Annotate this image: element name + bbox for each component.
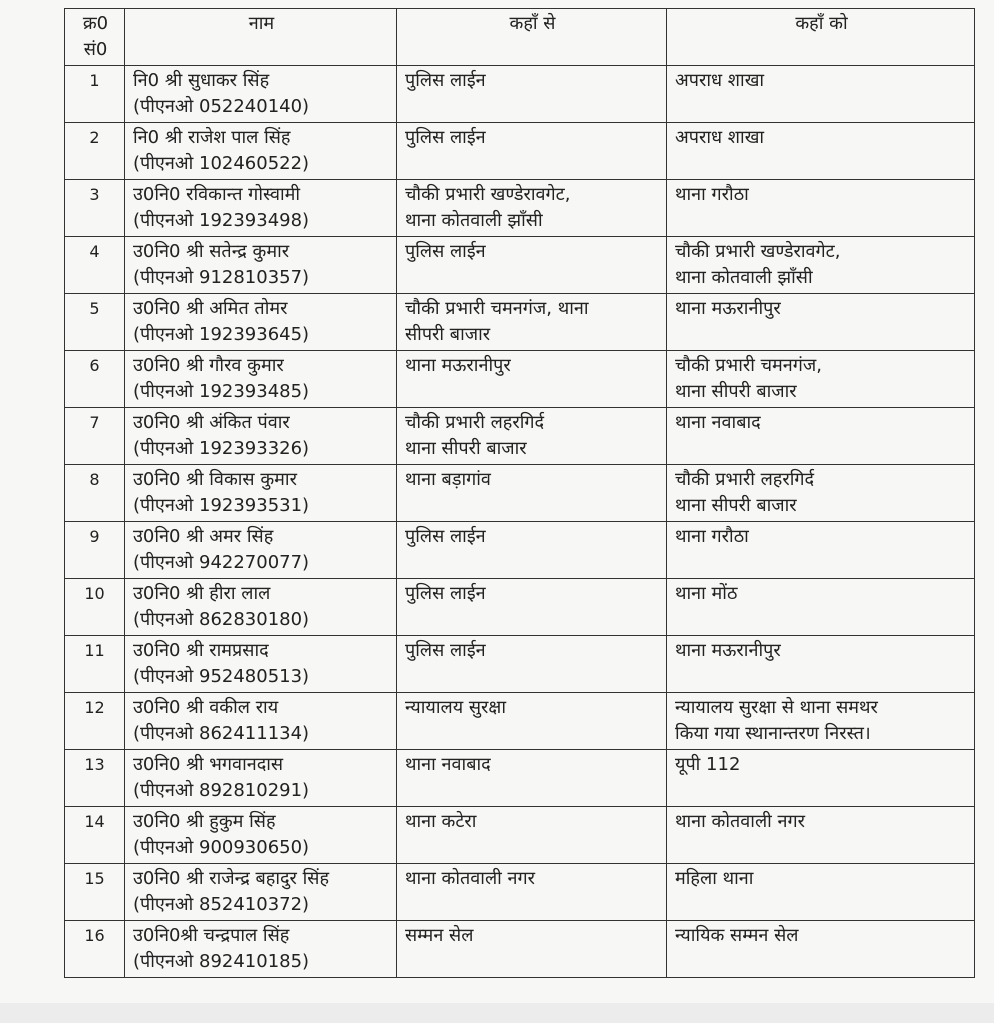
serial-number-cell: 8	[65, 465, 125, 522]
transfer-to-line: चौकी प्रभारी खण्डेरावगेट,	[675, 241, 841, 262]
officer-name-cell	[125, 750, 397, 807]
transfer-from-line: थाना मऊरानीपुर	[405, 355, 511, 376]
serial-number-cell: 11	[65, 636, 125, 693]
officer-name: उ0नि0 श्री सतेन्द्र कुमार	[133, 241, 290, 262]
transfer-to-line: थाना कोतवाली नगर	[675, 811, 806, 832]
transfer-from-line: सम्मन सेल	[405, 925, 474, 946]
serial-number-cell: 9	[65, 522, 125, 579]
transfer-to-cell	[667, 522, 975, 579]
transfer-table	[64, 8, 975, 978]
serial-number-cell: 3	[65, 180, 125, 237]
transfer-from-cell	[397, 921, 667, 978]
transfer-from-line: थाना बड़ागांव	[405, 469, 491, 490]
transfer-to-line: थाना सीपरी बाजार	[675, 495, 797, 516]
transfer-from-cell	[397, 123, 667, 180]
officer-pno: (पीएनओ 892810291)	[133, 780, 310, 801]
officer-pno: (पीएनओ 052240140)	[133, 96, 310, 117]
transfer-to-line: चौकी प्रभारी लहरगिर्द	[675, 469, 815, 490]
transfer-from-line: थाना कटेरा	[405, 811, 477, 832]
officer-name: उ0नि0 श्री वकील राय	[133, 697, 279, 718]
officer-name-cell	[125, 66, 397, 123]
officer-name-cell	[125, 864, 397, 921]
officer-name: उ0नि0श्री चन्द्रपाल सिंह	[133, 925, 290, 946]
officer-name: उ0नि0 रविकान्त गोस्वामी	[133, 184, 301, 205]
transfer-from-line: चौकी प्रभारी खण्डेरावगेट,	[405, 184, 571, 205]
serial-number-cell: 6	[65, 351, 125, 408]
officer-pno: (पीएनओ 192393498)	[133, 210, 310, 231]
transfer-to-cell	[667, 579, 975, 636]
officer-name: नि0 श्री राजेश पाल सिंह	[133, 127, 291, 148]
transfer-from-line: थाना नवाबाद	[405, 754, 491, 775]
officer-name: उ0नि0 श्री विकास कुमार	[133, 469, 297, 490]
officer-name: नि0 श्री सुधाकर सिंह	[133, 70, 270, 91]
officer-name-cell	[125, 123, 397, 180]
transfer-from-cell	[397, 750, 667, 807]
transfer-from-line: पुलिस लाईन	[405, 526, 486, 547]
transfer-to-line: यूपी 112	[675, 754, 741, 775]
officer-pno: (पीएनओ 862411134)	[133, 723, 310, 744]
table-row	[65, 351, 975, 408]
table-row	[65, 294, 975, 351]
transfer-from-cell	[397, 522, 667, 579]
transfer-to-line: किया गया स्थानान्तरण निरस्त।	[675, 723, 871, 744]
serial-number-cell: 12	[65, 693, 125, 750]
serial-number-cell: 14	[65, 807, 125, 864]
transfer-from-line: थाना कोतवाली नगर	[405, 868, 536, 889]
officer-pno: (पीएनओ 952480513)	[133, 666, 310, 687]
transfer-from-cell	[397, 636, 667, 693]
transfer-from-line: चौकी प्रभारी लहरगिर्द	[405, 412, 545, 433]
officer-pno: (पीएनओ 192393531)	[133, 495, 310, 516]
transfer-from-cell	[397, 180, 667, 237]
officer-name-cell	[125, 237, 397, 294]
transfer-from-line: पुलिस लाईन	[405, 70, 486, 91]
table-row	[65, 864, 975, 921]
officer-name: उ0नि0 श्री अमित तोमर	[133, 298, 288, 319]
page-margin-strip	[0, 1003, 994, 1023]
transfer-from-line: पुलिस लाईन	[405, 583, 486, 604]
officer-pno: (पीएनओ 862830180)	[133, 609, 310, 630]
transfer-to-line: थाना मोंठ	[675, 583, 738, 604]
officer-name-cell	[125, 351, 397, 408]
serial-number-cell: 4	[65, 237, 125, 294]
transfer-to-cell	[667, 294, 975, 351]
transfer-to-cell	[667, 351, 975, 408]
table-row	[65, 66, 975, 123]
officer-name: उ0नि0 श्री गौरव कुमार	[133, 355, 284, 376]
table-row	[65, 807, 975, 864]
serial-number-cell: 1	[65, 66, 125, 123]
transfer-to-line: थाना नवाबाद	[675, 412, 761, 433]
table-header-row	[65, 9, 975, 66]
transfer-from-line: पुलिस लाईन	[405, 241, 486, 262]
table-row	[65, 408, 975, 465]
transfer-to-cell	[667, 123, 975, 180]
officer-name-cell	[125, 180, 397, 237]
transfer-from-cell	[397, 408, 667, 465]
transfer-to-line: अपराध शाखा	[675, 70, 765, 91]
serial-number-cell: 13	[65, 750, 125, 807]
serial-number-cell: 16	[65, 921, 125, 978]
transfer-to-cell	[667, 408, 975, 465]
officer-name: उ0नि0 श्री अंकित पंवार	[133, 412, 290, 433]
transfer-to-line: थाना कोतवाली झाँसी	[675, 267, 813, 288]
transfer-from-line: सीपरी बाजार	[405, 324, 491, 345]
officer-pno: (पीएनओ 192393485)	[133, 381, 310, 402]
serial-number-cell: 5	[65, 294, 125, 351]
officer-pno: (पीएनओ 892410185)	[133, 951, 310, 972]
officer-pno: (पीएनओ 852410372)	[133, 894, 310, 915]
serial-number-cell: 7	[65, 408, 125, 465]
serial-number-cell: 2	[65, 123, 125, 180]
transfer-from-cell	[397, 807, 667, 864]
transfer-to-line: अपराध शाखा	[675, 127, 765, 148]
table-row	[65, 579, 975, 636]
transfer-to-line: न्यायिक सम्मन सेल	[675, 925, 799, 946]
officer-pno: (पीएनओ 900930650)	[133, 837, 310, 858]
officer-name-cell	[125, 693, 397, 750]
transfer-from-line: पुलिस लाईन	[405, 640, 486, 661]
transfer-to-cell	[667, 693, 975, 750]
transfer-to-line: चौकी प्रभारी चमनगंज,	[675, 355, 822, 376]
officer-name: उ0नि0 श्री अमर सिंह	[133, 526, 274, 547]
officer-name-cell	[125, 408, 397, 465]
officer-pno: (पीएनओ 912810357)	[133, 267, 310, 288]
officer-name: उ0नि0 श्री रामप्रसाद	[133, 640, 269, 661]
officer-name-cell	[125, 465, 397, 522]
transfer-to-line: न्यायालय सुरक्षा से थाना समथर	[675, 697, 878, 718]
transfer-from-line: थाना कोतवाली झाँसी	[405, 210, 543, 231]
officer-pno: (पीएनओ 192393326)	[133, 438, 310, 459]
transfer-to-cell	[667, 636, 975, 693]
transfer-from-cell	[397, 294, 667, 351]
officer-name: उ0नि0 श्री हीरा लाल	[133, 583, 271, 604]
transfer-from-cell	[397, 351, 667, 408]
transfer-to-line: थाना मऊरानीपुर	[675, 298, 781, 319]
officer-name: उ0नि0 श्री राजेन्द्र बहादुर सिंह	[133, 868, 330, 889]
transfer-to-cell	[667, 921, 975, 978]
transfer-to-line: थाना गरौठा	[675, 526, 749, 547]
header-name: नाम	[125, 9, 397, 66]
officer-name-cell	[125, 294, 397, 351]
transfer-from-line: चौकी प्रभारी चमनगंज, थाना	[405, 298, 589, 319]
transfer-to-cell	[667, 465, 975, 522]
transfer-to-line: थाना गरौठा	[675, 184, 749, 205]
officer-pno: (पीएनओ 192393645)	[133, 324, 310, 345]
officer-name: उ0नि0 श्री भगवानदास	[133, 754, 284, 775]
header-serial: क्र0 सं0	[65, 9, 125, 66]
transfer-to-line: महिला थाना	[675, 868, 754, 889]
transfer-to-cell	[667, 66, 975, 123]
transfer-to-cell	[667, 807, 975, 864]
transfer-from-cell	[397, 237, 667, 294]
officer-name-cell	[125, 636, 397, 693]
transfer-from-line: पुलिस लाईन	[405, 127, 486, 148]
table-row	[65, 123, 975, 180]
table-row	[65, 522, 975, 579]
transfer-from-cell	[397, 579, 667, 636]
header-to: कहाँ को	[667, 9, 975, 66]
table-row	[65, 237, 975, 294]
transfer-from-cell	[397, 864, 667, 921]
transfer-from-cell	[397, 693, 667, 750]
table-row	[65, 921, 975, 978]
table-row	[65, 636, 975, 693]
transfer-from-line: थाना सीपरी बाजार	[405, 438, 527, 459]
officer-name: उ0नि0 श्री हुकुम सिंह	[133, 811, 276, 832]
officer-pno: (पीएनओ 102460522)	[133, 153, 310, 174]
header-from: कहाँ से	[397, 9, 667, 66]
transfer-to-cell	[667, 864, 975, 921]
officer-name-cell	[125, 921, 397, 978]
officer-name-cell	[125, 807, 397, 864]
transfer-to-line: थाना मऊरानीपुर	[675, 640, 781, 661]
table-row	[65, 750, 975, 807]
officer-name-cell	[125, 522, 397, 579]
serial-number-cell: 15	[65, 864, 125, 921]
transfer-to-cell	[667, 750, 975, 807]
table-row	[65, 180, 975, 237]
transfer-to-line: थाना सीपरी बाजार	[675, 381, 797, 402]
transfer-from-cell	[397, 465, 667, 522]
transfer-to-cell	[667, 180, 975, 237]
officer-pno: (पीएनओ 942270077)	[133, 552, 310, 573]
transfer-to-cell	[667, 237, 975, 294]
table-row	[65, 693, 975, 750]
officer-name-cell	[125, 579, 397, 636]
transfer-from-cell	[397, 66, 667, 123]
transfer-from-line: न्यायालय सुरक्षा	[405, 697, 506, 718]
table-row	[65, 465, 975, 522]
serial-number-cell: 10	[65, 579, 125, 636]
